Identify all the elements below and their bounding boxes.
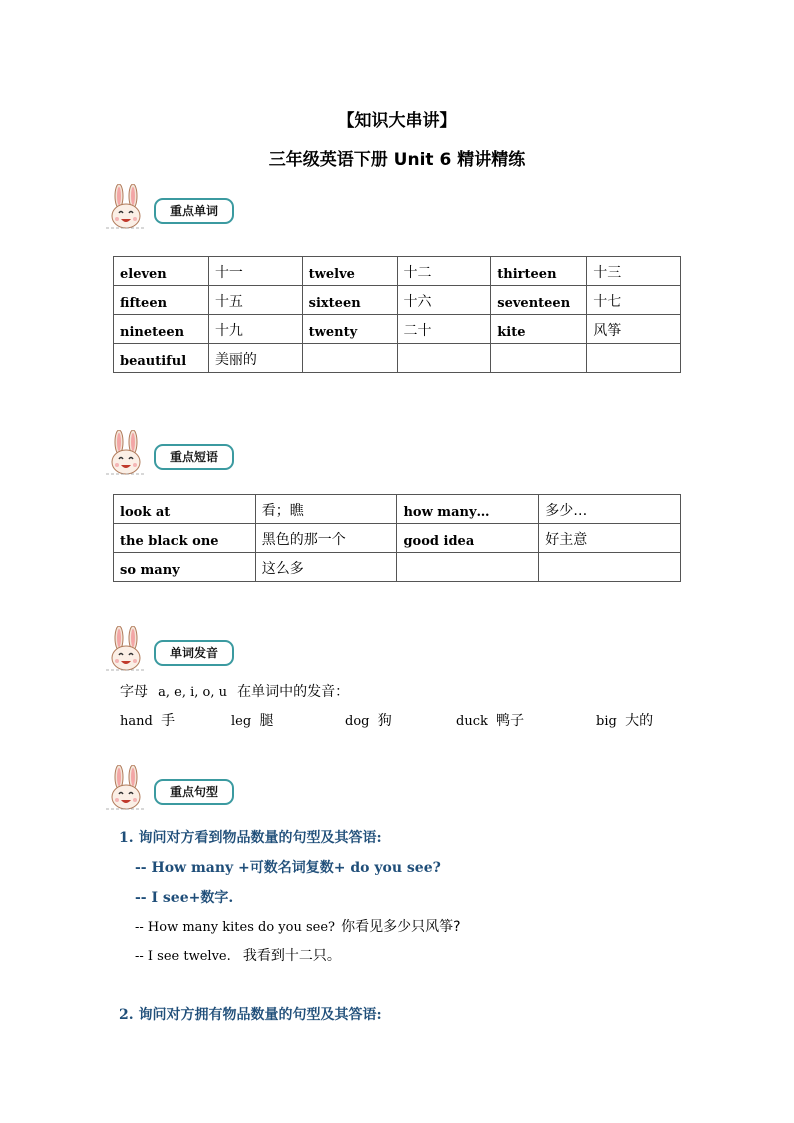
words-table xyxy=(113,256,681,373)
bunny-icon xyxy=(104,765,148,811)
table-row xyxy=(114,495,681,524)
table-cell: 黑色的那一个 xyxy=(255,524,397,553)
table-cell: so many xyxy=(114,553,256,582)
section-header-words xyxy=(104,184,244,230)
table-cell: 美丽的 xyxy=(208,344,302,373)
pronunciation-intro xyxy=(120,681,349,701)
table-row xyxy=(114,553,681,582)
example-dog: dog 狗 xyxy=(345,713,392,729)
section-badge-pronunciation: 单词发音 xyxy=(154,640,234,666)
section-header-pronunciation xyxy=(104,626,244,672)
sentence-item-2-title: 2. 询问对方拥有物品数量的句型及其答语: xyxy=(119,1007,382,1023)
bunny-icon xyxy=(104,626,148,672)
table-cell: 风筝 xyxy=(587,315,681,344)
table-cell: twenty xyxy=(302,315,397,344)
table-row xyxy=(114,286,681,315)
bunny-icon xyxy=(104,430,148,476)
section-badge-words: 重点单词 xyxy=(154,198,234,224)
table-cell: beautiful xyxy=(114,344,209,373)
table-row xyxy=(114,524,681,553)
table-cell xyxy=(539,553,681,582)
table-cell: 看；瞧 xyxy=(255,495,397,524)
table-cell xyxy=(491,344,587,373)
table-cell: 十二 xyxy=(397,257,491,286)
example-duck: duck 鸭子 xyxy=(456,713,525,729)
phrases-table xyxy=(113,494,681,582)
section-badge-phrases: 重点短语 xyxy=(154,444,234,470)
table-cell: good idea xyxy=(397,524,539,553)
sentence-pattern-answer: -- I see+数字. xyxy=(135,890,234,906)
section-header-phrases xyxy=(104,430,244,476)
sentence-pattern-question: -- How many +可数名词复数+ do you see? xyxy=(135,860,441,876)
section-header-sentences xyxy=(104,765,244,811)
table-cell: sixteen xyxy=(302,286,397,315)
intro-prefix: 字母 xyxy=(120,684,148,700)
table-cell xyxy=(587,344,681,373)
table-cell: 十三 xyxy=(587,257,681,286)
vowel-letters: a, e, i, o, u xyxy=(158,685,227,700)
table-row xyxy=(114,344,681,373)
example-answer: -- I see twelve. 我看到十二只。 xyxy=(135,948,341,964)
table-cell: 十七 xyxy=(587,286,681,315)
table-cell: 这么多 xyxy=(255,553,397,582)
table-cell: eleven xyxy=(114,257,209,286)
table-cell: nineteen xyxy=(114,315,209,344)
table-cell: kite xyxy=(491,315,587,344)
document-heading: 【知识大串讲】 xyxy=(337,111,457,131)
table-cell xyxy=(302,344,397,373)
example-hand: hand 手 xyxy=(120,713,176,729)
table-cell: fifteen xyxy=(114,286,209,315)
table-cell: 十一 xyxy=(208,257,302,286)
table-cell: look at xyxy=(114,495,256,524)
table-cell: thirteen xyxy=(491,257,587,286)
table-cell: the black one xyxy=(114,524,256,553)
pronunciation-examples xyxy=(0,710,794,732)
table-cell xyxy=(397,553,539,582)
table-cell: 十九 xyxy=(208,315,302,344)
table-row xyxy=(114,315,681,344)
table-cell: twelve xyxy=(302,257,397,286)
table-cell: 十五 xyxy=(208,286,302,315)
table-cell: 十六 xyxy=(397,286,491,315)
intro-suffix: 在单词中的发音： xyxy=(237,684,350,700)
table-row xyxy=(114,257,681,286)
example-question: -- How many kites do you see? 你看见多少只风筝? xyxy=(135,919,461,935)
bunny-icon xyxy=(104,184,148,230)
document-title: 三年级英语下册 Unit 6 精讲精练 xyxy=(268,150,526,170)
table-cell: 二十 xyxy=(397,315,491,344)
example-leg: leg 腿 xyxy=(231,713,274,729)
section-badge-sentences: 重点句型 xyxy=(154,779,234,805)
table-cell xyxy=(397,344,491,373)
table-cell: 多少… xyxy=(539,495,681,524)
table-cell: how many… xyxy=(397,495,539,524)
example-big: big 大的 xyxy=(596,713,654,729)
table-cell: 好主意 xyxy=(539,524,681,553)
table-cell: seventeen xyxy=(491,286,587,315)
sentence-item-1-title: 1. 询问对方看到物品数量的句型及其答语: xyxy=(119,830,382,846)
